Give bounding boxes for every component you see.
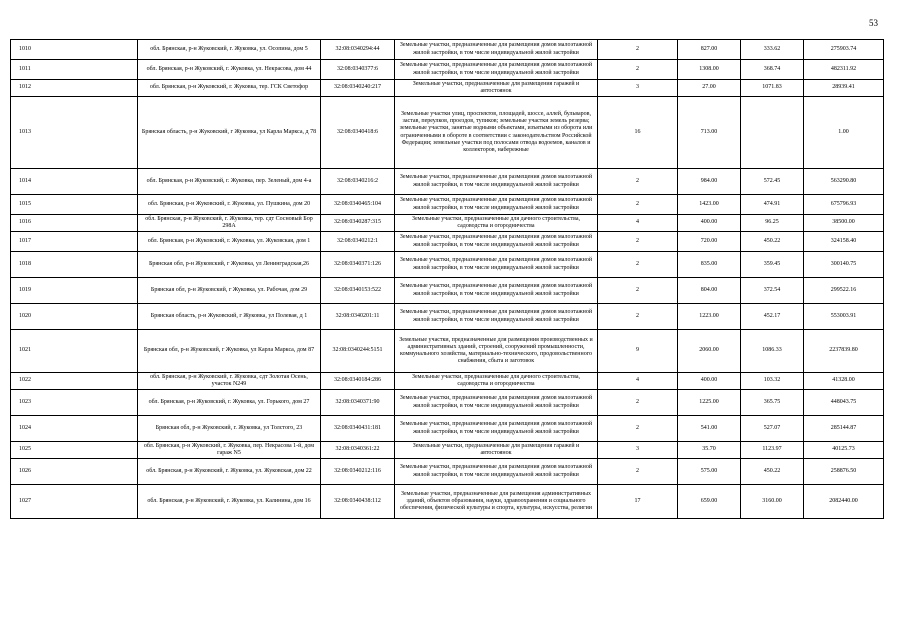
land-use-cell: Земельные участки, предназначенные для размещения домов малоэтажной жилой застройки, в том числе индивидуальной жилой застройки (395, 304, 598, 330)
unit-value-cell: 1123.97 (741, 442, 804, 459)
area-cell: 1225.00 (678, 390, 741, 416)
unit-value-cell: 368.74 (741, 60, 804, 80)
address-cell: Брянская обл, р-н Жуковский, г Жуковка, ул Карла Маркса, дом 87 (138, 330, 321, 373)
area-cell: 400.00 (678, 215, 741, 232)
address-cell: Брянская обл, р-н Жуковский, г Жуковка, ул Ленинградская,26 (138, 252, 321, 278)
cadastral-cost-cell: 258876.50 (804, 459, 884, 485)
unit-value-cell: 365.75 (741, 390, 804, 416)
cadastral-cost-cell: 299522.16 (804, 278, 884, 304)
area-cell: 1223.00 (678, 304, 741, 330)
page-number: 53 (869, 18, 878, 28)
row-number: 1013 (11, 97, 138, 169)
cadastral-cost-cell: 40125.73 (804, 442, 884, 459)
use-group-cell: 2 (598, 252, 678, 278)
row-number: 1016 (11, 215, 138, 232)
use-group-cell: 9 (598, 330, 678, 373)
area-cell: 713.00 (678, 97, 741, 169)
row-number: 1024 (11, 416, 138, 442)
use-group-cell: 2 (598, 60, 678, 80)
address-cell: обл. Брянская, р-н Жуковский, г. Жуковка, ул. Пушкина, дом 20 (138, 195, 321, 215)
unit-value-cell: 3160.00 (741, 485, 804, 519)
cadastral-number-cell: 32:08:0340201:11 (321, 304, 395, 330)
table-row (11, 416, 884, 442)
use-group-cell: 2 (598, 459, 678, 485)
table-row (11, 330, 884, 373)
area-cell: 541.00 (678, 416, 741, 442)
land-use-cell: Земельные участки, предназначенные для размещения домов малоэтажной жилой застройки, в том числе индивидуальной жилой застройки (395, 40, 598, 60)
cadastral-cost-cell: 324158.40 (804, 232, 884, 252)
cadastral-cost-cell: 553003.91 (804, 304, 884, 330)
area-cell: 1423.00 (678, 195, 741, 215)
table-row (11, 215, 884, 232)
cadastral-cost-cell: 275903.74 (804, 40, 884, 60)
cadastral-cost-cell: 675796.93 (804, 195, 884, 215)
unit-value-cell: 527.07 (741, 416, 804, 442)
area-cell: 835.00 (678, 252, 741, 278)
land-use-cell: Земельные участки, предназначенные для размещения домов малоэтажной жилой застройки, в том числе индивидуальной жилой застройки (395, 169, 598, 195)
table-row (11, 40, 884, 60)
cadastral-number-cell: 32:08:0340438:112 (321, 485, 395, 519)
row-number: 1015 (11, 195, 138, 215)
land-use-cell: Земельные участки, предназначенные для размещения домов малоэтажной жилой застройки, в том числе индивидуальной жилой застройки (395, 195, 598, 215)
row-number: 1014 (11, 169, 138, 195)
land-use-cell: Земельные участки, предназначенные для размещения домов малоэтажной жилой застройки, в том числе индивидуальной жилой застройки (395, 459, 598, 485)
land-use-cell: Земельные участки, предназначенные для дачного строительства, садоводства и огородничества (395, 373, 598, 390)
land-use-cell: Земельные участки улиц, проспектов, площадей, шоссе, аллей, бульваров, застав, переулков, проездов, тупиков; земельные участки земель резерва; земельные участки, занятые водными объектами, изъятыми из оборота или ограниченными в обороте в соответствии с законодательством Российской Федерации; земельные участки под полосами отвода водоемов, каналов и коллекторов, набережные (395, 97, 598, 169)
land-use-cell: Земельные участки, предназначенные для размещения производственных и административных зданий, строений, сооружений промышленности, коммунального хозяйства, материально-технического, продовольственного снабжения, сбыта и заготовок (395, 330, 598, 373)
table-body (11, 40, 884, 519)
area-cell: 659.00 (678, 485, 741, 519)
address-cell: обл. Брянская, р-н Жуковский, г. Жуковка, ул. Жуковская, дом 22 (138, 459, 321, 485)
address-cell: обл. Брянская, р-н Жуковский, г. Жуковка, пер. Некрасова 1-й, дом гараж N5 (138, 442, 321, 459)
cadastral-number-cell: 32:08:0340361:22 (321, 442, 395, 459)
land-use-cell: Земельные участки, предназначенные для размещения гаражей и автостоянок (395, 80, 598, 97)
row-number: 1017 (11, 232, 138, 252)
table-row (11, 97, 884, 169)
cadastral-number-cell: 32:08:0340377:6 (321, 60, 395, 80)
cadastral-cost-cell: 2237839.80 (804, 330, 884, 373)
row-number: 1025 (11, 442, 138, 459)
row-number: 1011 (11, 60, 138, 80)
use-group-cell: 2 (598, 390, 678, 416)
use-group-cell: 2 (598, 40, 678, 60)
address-cell: обл. Брянская, р-н Жуковский, г. Жуковка, ул. Калинина, дом 16 (138, 485, 321, 519)
table-row (11, 60, 884, 80)
use-group-cell: 16 (598, 97, 678, 169)
unit-value-cell: 450.22 (741, 459, 804, 485)
cadastral-number-cell: 32:08:0340216:2 (321, 169, 395, 195)
unit-value-cell: 359.45 (741, 252, 804, 278)
use-group-cell: 2 (598, 278, 678, 304)
use-group-cell: 2 (598, 416, 678, 442)
cadastral-number-cell: 32:08:0340153:522 (321, 278, 395, 304)
cadastral-number-cell: 32:08:0340184:286 (321, 373, 395, 390)
cadastral-number-cell: 32:08:0340240:217 (321, 80, 395, 97)
unit-value-cell: 103.32 (741, 373, 804, 390)
row-number: 1018 (11, 252, 138, 278)
table-row (11, 252, 884, 278)
row-number: 1023 (11, 390, 138, 416)
address-cell: обл. Брянская, р-н Жуковский, г. Жуковка, пер. Зеленый, дом 4-а (138, 169, 321, 195)
cadastral-cost-cell: 38500.00 (804, 215, 884, 232)
table-row (11, 390, 884, 416)
table-row (11, 80, 884, 97)
land-use-cell: Земельные участки, предназначенные для размещения домов малоэтажной жилой застройки, в том числе индивидуальной жилой застройки (395, 60, 598, 80)
use-group-cell: 3 (598, 442, 678, 459)
unit-value-cell: 474.91 (741, 195, 804, 215)
row-number: 1022 (11, 373, 138, 390)
unit-value-cell: 572.45 (741, 169, 804, 195)
unit-value-cell: 333.62 (741, 40, 804, 60)
row-number: 1019 (11, 278, 138, 304)
use-group-cell: 2 (598, 169, 678, 195)
address-cell: Брянская область, р-н Жуковский, г Жуковка, ул Карла Маркса, д 78 (138, 97, 321, 169)
area-cell: 720.00 (678, 232, 741, 252)
address-cell: обл. Брянская, р-н Жуковский, г. Жуковка, ул. Горького, дом 27 (138, 390, 321, 416)
address-cell: обл. Брянская, р-н Жуковский, г. Жуковка, ул. Некрасова, дом 44 (138, 60, 321, 80)
area-cell: 400.00 (678, 373, 741, 390)
cadastral-cost-cell: 285144.87 (804, 416, 884, 442)
cadastral-cost-cell: 2082440.00 (804, 485, 884, 519)
cadastral-number-cell: 32:08:0340294:44 (321, 40, 395, 60)
address-cell: обл. Брянская, р-н Жуковский, г. Жуковка, ул. Осопина, дом 5 (138, 40, 321, 60)
address-cell: обл. Брянская, р-н Жуковский, г. Жуковка, сдт Золотая Осень, участок N249 (138, 373, 321, 390)
cadastral-number-cell: 32:08:0340418:6 (321, 97, 395, 169)
cadastral-number-cell: 32:08:0340244:5151 (321, 330, 395, 373)
table-row (11, 442, 884, 459)
row-number: 1021 (11, 330, 138, 373)
use-group-cell: 2 (598, 195, 678, 215)
cadastral-number-cell: 32:08:0340287:315 (321, 215, 395, 232)
area-cell: 827.00 (678, 40, 741, 60)
area-cell: 984.00 (678, 169, 741, 195)
unit-value-cell: 96.25 (741, 215, 804, 232)
table-row (11, 485, 884, 519)
cadastral-cost-cell: 563290.80 (804, 169, 884, 195)
cadastral-number-cell: 32:08:0340212:116 (321, 459, 395, 485)
unit-value-cell: 450.22 (741, 232, 804, 252)
cadastral-number-cell: 32:08:0340465:104 (321, 195, 395, 215)
address-cell: обл. Брянская, р-н Жуковский, г. Жуковка, тер. ГСК Светофор (138, 80, 321, 97)
land-use-cell: Земельные участки, предназначенные для размещения гаражей и автостоянок (395, 442, 598, 459)
land-use-cell: Земельные участки, предназначенные для размещения административных зданий, объектов образования, науки, здравоохранения и социального обеспечения, физической культуры и спорта, культуры, искусства, религии (395, 485, 598, 519)
unit-value-cell: 1086.33 (741, 330, 804, 373)
row-number: 1027 (11, 485, 138, 519)
use-group-cell: 3 (598, 80, 678, 97)
address-cell: Брянская обл, р-н Жуковский, г Жуковка, ул. Рабочая, дом 29 (138, 278, 321, 304)
area-cell: 1308.00 (678, 60, 741, 80)
table-row (11, 373, 884, 390)
cadastral-cost-cell: 41328.00 (804, 373, 884, 390)
row-number: 1020 (11, 304, 138, 330)
address-cell: Брянская область, р-н Жуковский, г Жуковка, ул Полевая, д 1 (138, 304, 321, 330)
table-row (11, 169, 884, 195)
use-group-cell: 4 (598, 215, 678, 232)
row-number: 1012 (11, 80, 138, 97)
land-use-cell: Земельные участки, предназначенные для размещения домов малоэтажной жилой застройки, в том числе индивидуальной жилой застройки (395, 416, 598, 442)
unit-value-cell: 372.54 (741, 278, 804, 304)
cadastral-number-cell: 32:08:0340212:1 (321, 232, 395, 252)
cadastral-number-cell: 32:08:0340371:126 (321, 252, 395, 278)
cadastral-cost-cell: 448043.75 (804, 390, 884, 416)
address-cell: обл. Брянская, р-н Жуковский, г. Жуковка, ул. Жуковская, дом 1 (138, 232, 321, 252)
unit-value-cell (741, 97, 804, 169)
cadastral-number-cell: 32:08:0340431:181 (321, 416, 395, 442)
land-use-cell: Земельные участки, предназначенные для размещения домов малоэтажной жилой застройки, в том числе индивидуальной жилой застройки (395, 278, 598, 304)
land-use-cell: Земельные участки, предназначенные для размещения домов малоэтажной жилой застройки, в том числе индивидуальной жилой застройки (395, 232, 598, 252)
cadastral-cost-cell: 482311.92 (804, 60, 884, 80)
land-use-cell: Земельные участки, предназначенные для размещения домов малоэтажной жилой застройки, в том числе индивидуальной жилой застройки (395, 252, 598, 278)
area-cell: 575.00 (678, 459, 741, 485)
table-row (11, 304, 884, 330)
address-cell: обл. Брянская, р-н Жуковский, г. Жуковка, тер. сдт Сосновый Бор 298А (138, 215, 321, 232)
cadastral-cost-cell: 28939.41 (804, 80, 884, 97)
unit-value-cell: 1071.83 (741, 80, 804, 97)
table-row (11, 232, 884, 252)
area-cell: 27.00 (678, 80, 741, 97)
cadastral-cost-cell: 1.00 (804, 97, 884, 169)
use-group-cell: 4 (598, 373, 678, 390)
use-group-cell: 17 (598, 485, 678, 519)
land-use-cell: Земельные участки, предназначенные для размещения домов малоэтажной жилой застройки, в том числе индивидуальной жилой застройки (395, 390, 598, 416)
area-cell: 35.70 (678, 442, 741, 459)
area-cell: 2060.00 (678, 330, 741, 373)
address-cell: Брянская обл, р-н Жуковский, г. Жуковка, ул Толстого, 23 (138, 416, 321, 442)
row-number: 1010 (11, 40, 138, 60)
cadastral-cost-cell: 300140.75 (804, 252, 884, 278)
use-group-cell: 2 (598, 232, 678, 252)
row-number: 1026 (11, 459, 138, 485)
unit-value-cell: 452.17 (741, 304, 804, 330)
table-row (11, 195, 884, 215)
land-use-cell: Земельные участки, предназначенные для дачного строительства, садоводства и огородничества (395, 215, 598, 232)
cadastral-number-cell: 32:08:0340371:90 (321, 390, 395, 416)
use-group-cell: 2 (598, 304, 678, 330)
table-row (11, 459, 884, 485)
table-row (11, 278, 884, 304)
area-cell: 804.00 (678, 278, 741, 304)
cadastral-value-table (10, 39, 884, 519)
